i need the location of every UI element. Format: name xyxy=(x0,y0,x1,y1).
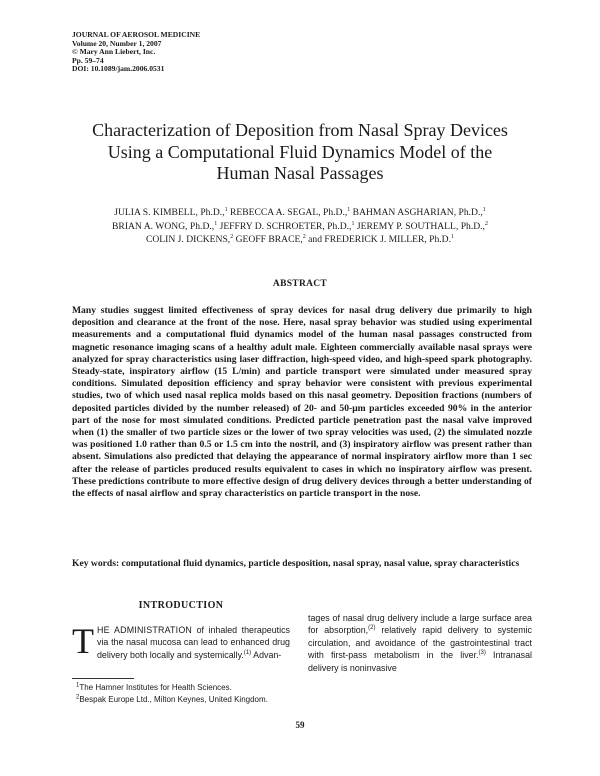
author-name: REBECCA A. SEGAL, Ph.D., xyxy=(227,207,348,218)
author-name: JULIA S. KIMBELL, Ph.D., xyxy=(114,207,225,218)
footnote-mark: 2 xyxy=(76,693,80,700)
body-text: Intranasal delivery is noninvasive xyxy=(308,650,532,673)
title-line: Human Nasal Passages xyxy=(216,163,384,183)
author-name: COLIN J. DICKENS, xyxy=(145,234,231,245)
body-text: relatively rapid delivery to systemic circulation, and avoidance of the gastrointestinal tract with first-pass metabolism in the liver. xyxy=(308,625,532,661)
author-line xyxy=(40,233,560,247)
footnote-divider xyxy=(72,678,134,679)
author-name: GEOFF BRACE, xyxy=(233,234,303,245)
author-line xyxy=(40,206,560,220)
title-line: Characterization of Deposition from Nasal Spray Devices xyxy=(92,120,508,140)
author-line xyxy=(40,220,560,234)
footnote-mark: 1 xyxy=(76,682,80,689)
author-name: BAHMAN ASGHARIAN, Ph.D., xyxy=(350,207,483,218)
mu-symbol: μ xyxy=(352,402,358,414)
affiliation-mark: 2 xyxy=(230,233,234,240)
affiliation-mark: 1 xyxy=(214,220,218,227)
keywords: Key words: computational fluid dynamics, particle desposition, nasal spray, nasal value, spray characteristics xyxy=(72,558,520,569)
body-text: tages of nasal drug delivery include a large surface area for absorption, xyxy=(308,613,532,636)
introduction-column-right xyxy=(308,612,532,674)
journal-copyright: © Mary Ann Liebert, Inc. xyxy=(72,47,156,57)
journal-doi: DOI: 10.1089/jam.2006.0531 xyxy=(72,64,165,74)
affiliation-mark: 2 xyxy=(484,220,488,227)
reference-mark: (3) xyxy=(478,650,486,657)
body-text: Advan- xyxy=(251,649,282,660)
footnote-text: The Hamner Institutes for Health Sciences. xyxy=(79,683,232,692)
abstract-text-part: m particles exceeded 90% in the anterior part of the nose for most simulated conditions. Predicted particle penetration past the nasal valve improved when (1) the smaller of two particle sizes or the lower of two spray velocities was used, (2) the simulated nozzle was positioned 1.0 rather than 0.5 or 1.5 cm into the nostril, and (3) inspiratory airflow was present rather than absent. Simulations also predicted that delaying the appearance of normal inspiratory airflow more than 1 sec after the release of particles produced results equivalent to cases in which no inspiratory airflow was present. These predictions contribute to more effective design of drug delivery devices through a better understanding of the effects of nasal airflow and spray characteristics on particle transport in the nose. xyxy=(72,402,532,500)
journal-volume: Volume 20, Number 1, 2007 xyxy=(72,38,162,48)
author-name: and FREDERICK J. MILLER, Ph.D. xyxy=(305,234,452,245)
affiliation-mark: 2 xyxy=(302,233,306,240)
author-name: JEREMY P. SOUTHALL, Ph.D., xyxy=(354,220,485,232)
affiliation-mark: 1 xyxy=(224,206,228,213)
opening-smallcaps: HE ADMINISTRATION xyxy=(97,625,193,635)
reference-mark: (1) xyxy=(243,649,252,656)
journal-header xyxy=(72,31,200,74)
footnote xyxy=(76,682,268,694)
title-line: Using a Computational Fluid Dynamics Model of the xyxy=(107,141,493,162)
page-number: 59 xyxy=(295,720,305,730)
author-name: BRIAN A. WONG, Ph.D., xyxy=(112,220,215,232)
journal-pages: Pp. 59–74 xyxy=(72,55,104,65)
author-list xyxy=(40,206,560,247)
author-name: JEFFRY D. SCHROETER, Ph.D., xyxy=(217,220,352,232)
section-heading-introduction: INTRODUCTION xyxy=(138,600,224,611)
affiliation-mark: 1 xyxy=(482,206,486,213)
introduction-column-left xyxy=(72,621,290,661)
drop-cap: T xyxy=(72,621,94,661)
footnote xyxy=(76,694,268,706)
paper-title xyxy=(40,120,560,185)
body-text: of inhaled therapeutics via the nasal mucosa can lead to enhanced drug delivery both locally and systemically. xyxy=(97,625,290,660)
footnotes xyxy=(76,682,268,705)
affiliation-mark: 1 xyxy=(347,206,351,213)
affiliation-mark: 1 xyxy=(451,233,455,240)
abstract-text-part: Many studies suggest limited effectiveness of spray devices for nasal drug delivery due primarily to high deposition and clearance at the front of the nose. Here, nasal spray behavior was studied using experimental measurements and a computational fluid dynamics model of the human nasal passages constructed from magnetic resonance imaging scans of a healthy adult male. Eighteen commercially available nasal sprays were analyzed for spray characteristics using laser diffraction, high-speed video, and high-speed spark photography. Steady-state, inspiratory airflow (15 L/min) and particle transport were simulated under measured spray conditions. Simulated deposition efficiency and spray behavior were consistent with previous experimental studies, two of which used nasal replica molds based on this nasal geometry. Deposition fractions (numbers of deposited particles divided by the number released) of 20- and 50- xyxy=(72,305,532,414)
abstract-text xyxy=(72,305,532,500)
footnote-text: Bespak Europe Ltd., Milton Keynes, United Kingdom. xyxy=(79,694,268,704)
affiliation-mark: 1 xyxy=(351,220,355,227)
reference-mark: (2) xyxy=(368,625,376,632)
journal-name: JOURNAL OF AEROSOL MEDICINE xyxy=(72,30,201,39)
abstract-heading: ABSTRACT xyxy=(272,279,328,289)
